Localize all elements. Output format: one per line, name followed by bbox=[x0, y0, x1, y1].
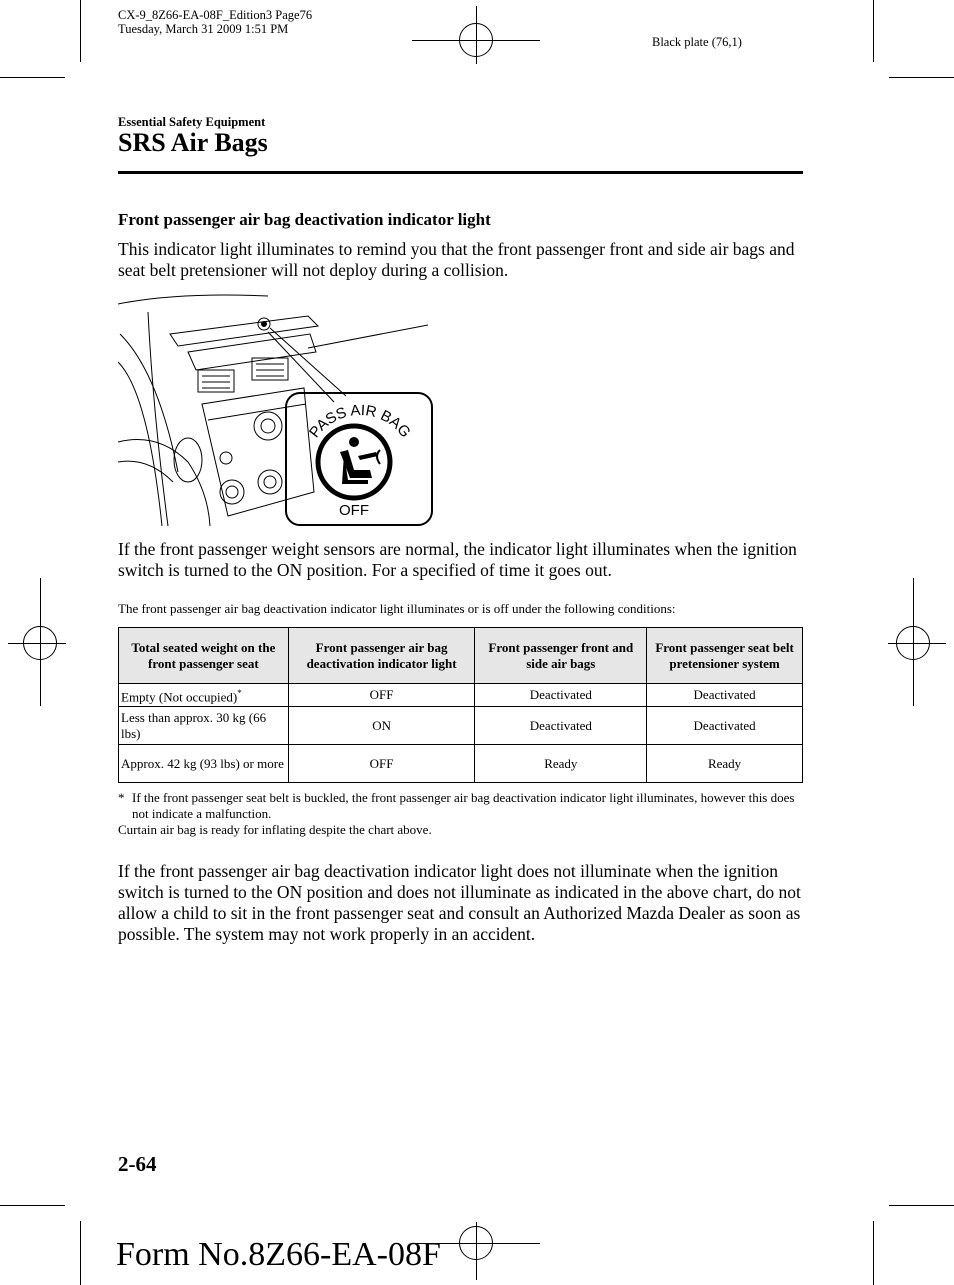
section-label: Essential Safety Equipment bbox=[118, 115, 266, 129]
table-cell: Deactivated bbox=[647, 707, 803, 745]
table-cell: Deactivated bbox=[475, 684, 647, 707]
intro-paragraph: This indicator light illuminates to remind you that the front passenger front and side air bags and seat belt pretensioner will not deploy during a collision. bbox=[118, 239, 795, 280]
conditions-table bbox=[118, 627, 803, 783]
table-cell: OFF bbox=[288, 745, 475, 783]
paragraph-2: If the front passenger weight sensors are normal, the indicator light illuminates when the ignition switch is turned to the ON position. For a specified of time it goes out. bbox=[118, 539, 797, 580]
table-header: Front passenger front and side air bags bbox=[475, 628, 647, 684]
pass-air-bag-label bbox=[286, 393, 432, 525]
header-file-line: CX-9_8Z66-EA-08F_Edition3 Page76 bbox=[118, 8, 313, 22]
form-number: Form No.8Z66-EA-08F bbox=[116, 1236, 441, 1273]
footnote bbox=[118, 790, 803, 822]
table-cell: Deactivated bbox=[647, 684, 803, 707]
page-title: SRS Air Bags bbox=[118, 128, 268, 157]
footnote-marker: * bbox=[118, 790, 125, 805]
title-rule bbox=[118, 171, 803, 174]
table-row bbox=[119, 745, 803, 783]
curtain-note: Curtain air bag is ready for inflating despite the chart above. bbox=[118, 822, 432, 837]
table-header: Front passenger seat belt pretensioner system bbox=[647, 628, 803, 684]
svg-text:PASS AIR BAG: PASS AIR BAG bbox=[306, 401, 414, 441]
paragraph-3: If the front passenger air bag deactivation indicator light does not illuminate when the ignition switch is turned to the ON position and does not illuminate as indicated in the above chart, do not allow a child to sit in the front passenger seat and consult an Authorized Mazda Dealer as soon as possible. The system may not work properly in an accident. bbox=[118, 861, 801, 944]
table-cell: Less than approx. 30 kg (66 lbs) bbox=[119, 707, 289, 745]
table-header-row bbox=[119, 628, 803, 684]
table-row bbox=[119, 707, 803, 745]
table-cell: Ready bbox=[475, 745, 647, 783]
off-label: OFF bbox=[339, 502, 369, 519]
subheading: Front passenger air bag deactivation indicator light bbox=[118, 210, 491, 229]
page-number: 2-64 bbox=[118, 1152, 157, 1176]
table-intro: The front passenger air bag deactivation indicator light illuminates or is off under the following conditions: bbox=[118, 601, 676, 616]
table-cell: Empty (Not occupied)* bbox=[119, 684, 289, 707]
table-cell: OFF bbox=[288, 684, 475, 707]
table-header: Total seated weight on the front passenger seat bbox=[119, 628, 289, 684]
footnote-text: If the front passenger seat belt is buckled, the front passenger air bag deactivation indicator light illuminates, however this does not indicate a malfunction. bbox=[132, 790, 795, 821]
header-date-line: Tuesday, March 31 2009 1:51 PM bbox=[118, 22, 289, 36]
table-cell: Ready bbox=[647, 745, 803, 783]
table-header: Front passenger air bag deactivation indicator light bbox=[288, 628, 475, 684]
table-cell: ON bbox=[288, 707, 475, 745]
table-row bbox=[119, 684, 803, 707]
table-cell: Approx. 42 kg (93 lbs) or more bbox=[119, 745, 289, 783]
table-cell: Deactivated bbox=[475, 707, 647, 745]
header-plate: Black plate (76,1) bbox=[652, 35, 742, 49]
